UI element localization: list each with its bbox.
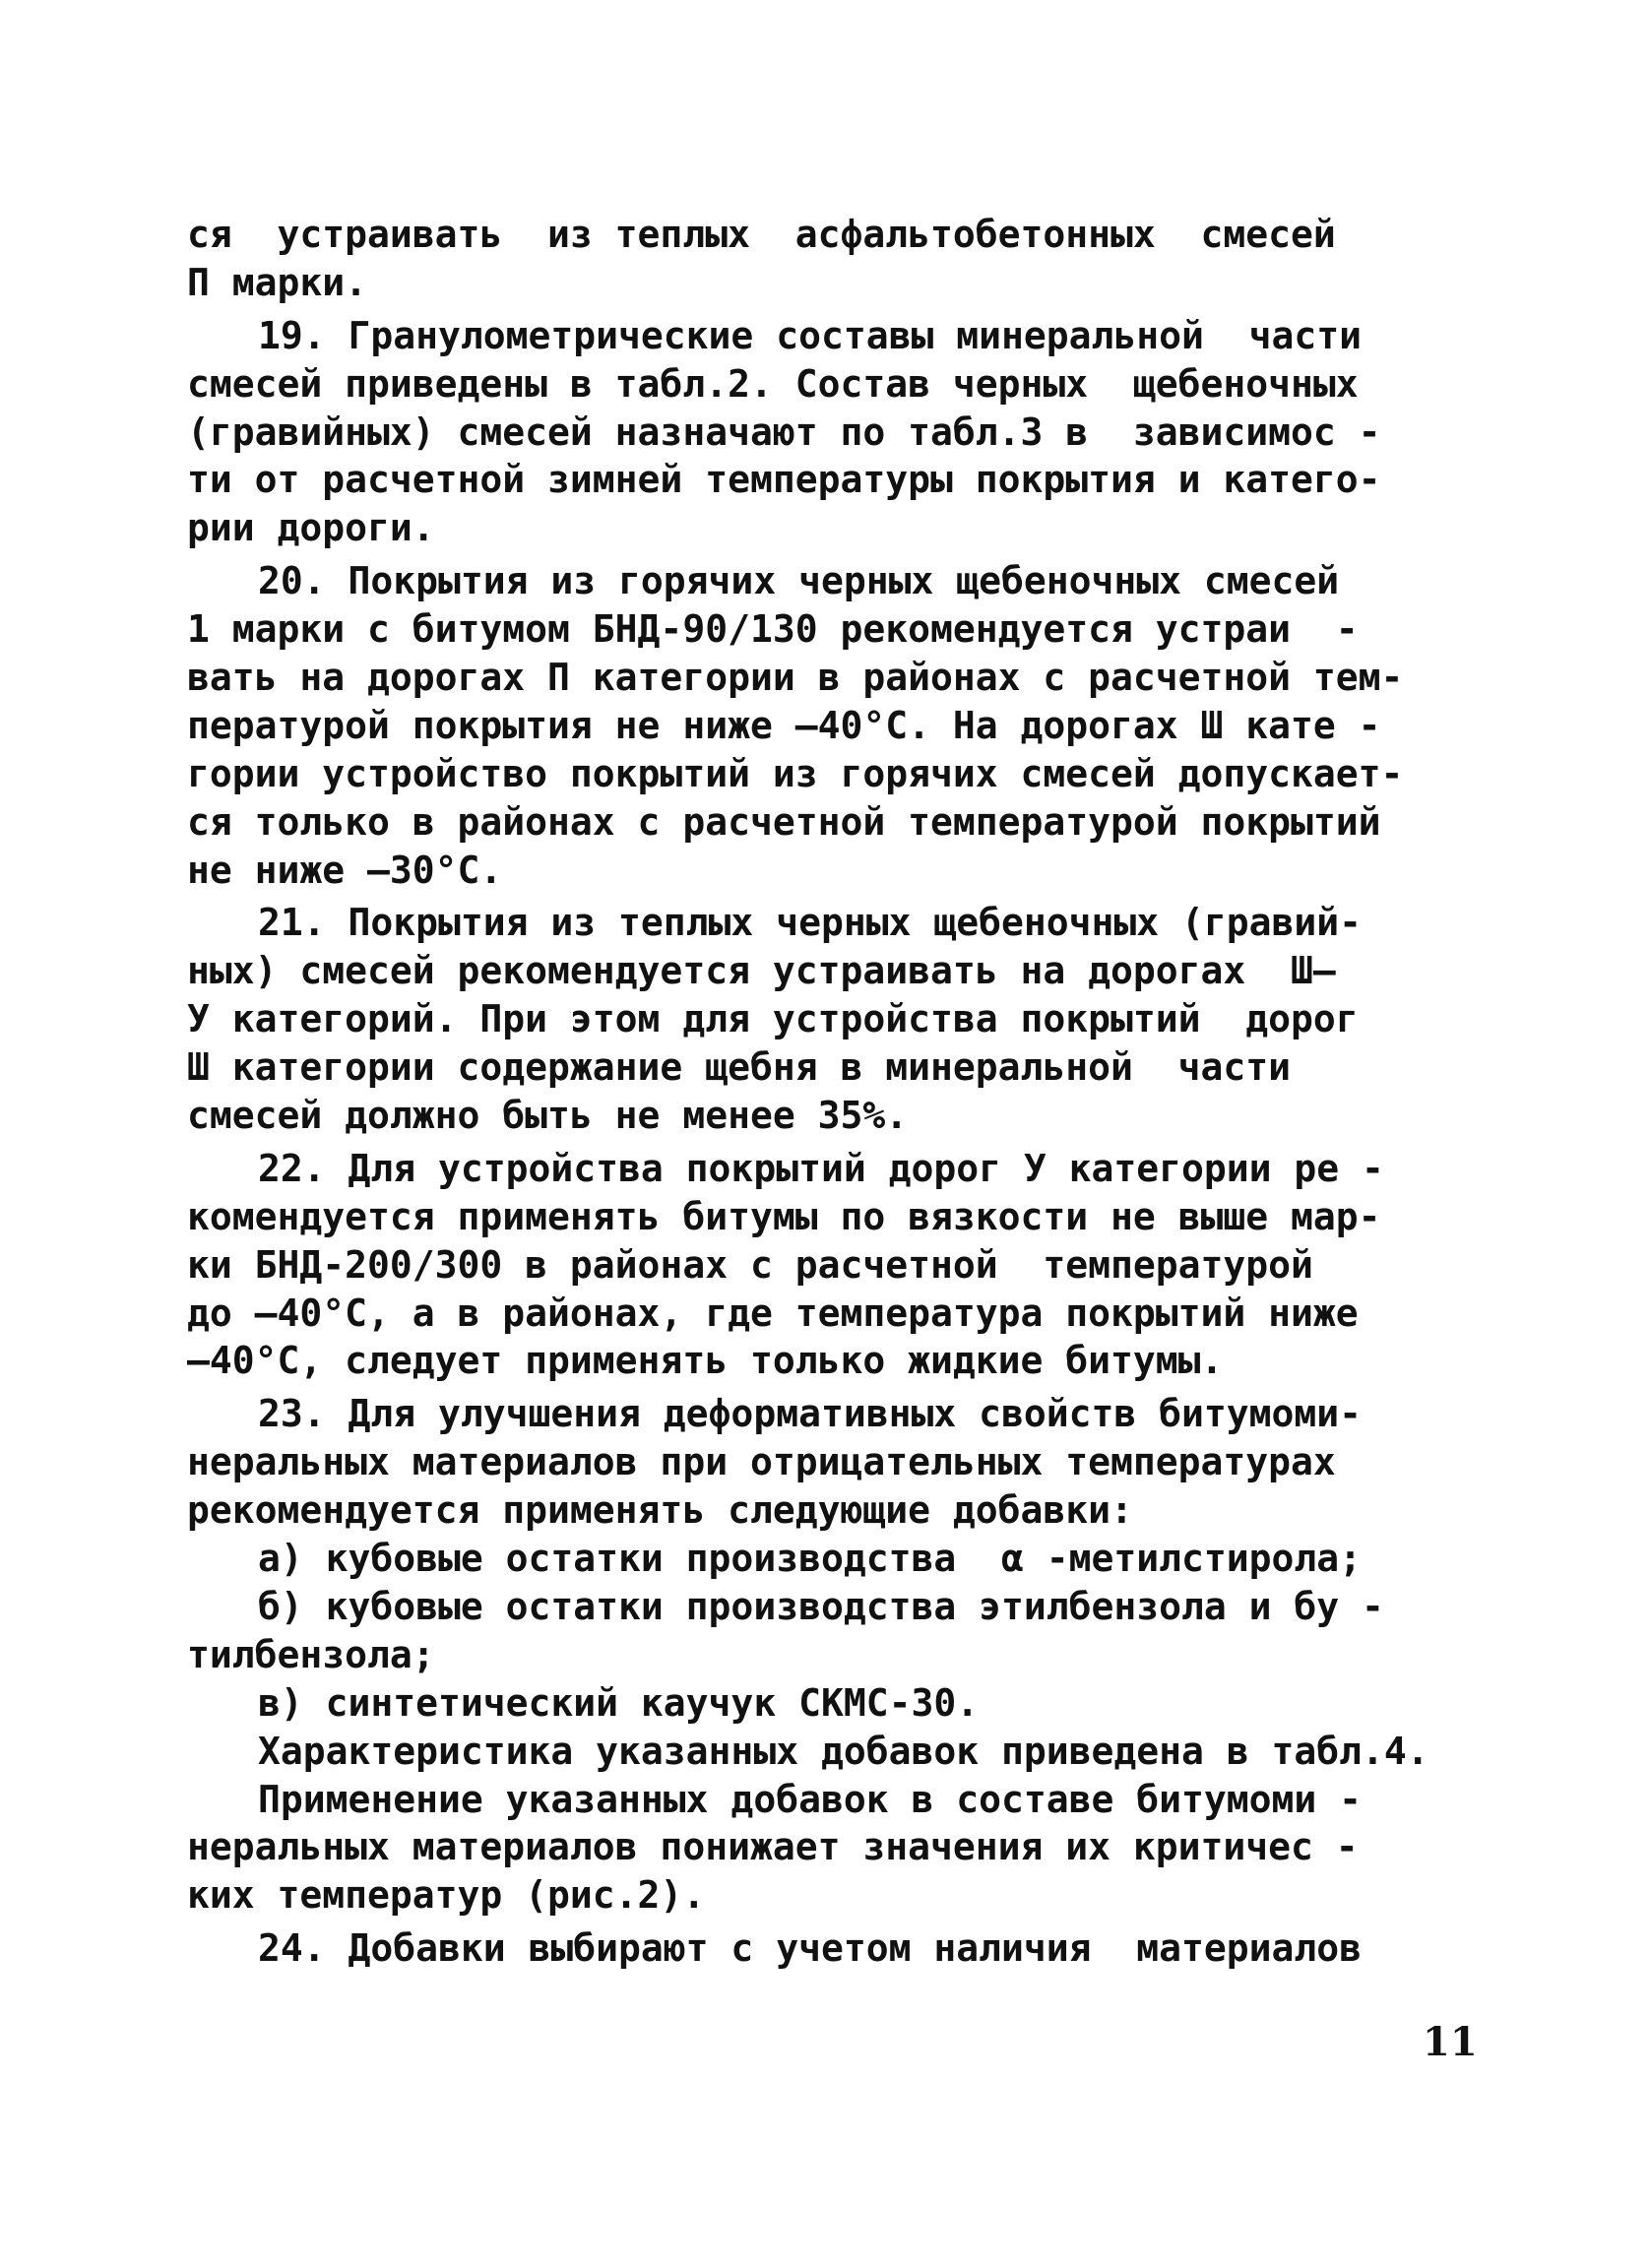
text-line: Ш категории содержание щебня в минеральной части xyxy=(187,1045,1292,1090)
text-line: –40°С, следует применять только жидкие битумы. xyxy=(187,1339,1224,1383)
paragraph-21-start: 21. Покрытия из теплых черных щебеночных (гравий- xyxy=(258,901,1363,945)
list-item-b: б) кубовые остатки производства этилбензола и бу - xyxy=(258,1584,1384,1628)
text-line: не ниже –30°С. xyxy=(187,848,503,892)
paragraph-23-start: 23. Для улучшения деформативных свойств битумоми- xyxy=(258,1392,1363,1436)
paragraph-22-start: 22. Для устройства покрытий дорог У категории ре - xyxy=(258,1146,1384,1190)
text-line: тилбензола; xyxy=(187,1632,435,1676)
text-line: вать на дорогах П категории в районах с расчетной тем- xyxy=(187,656,1404,700)
text-line: рекомендуется применять следующие добавки: xyxy=(187,1488,1133,1533)
text-line: пературой покрытия не ниже –40°С. На дорогах Ш кате - xyxy=(187,703,1381,747)
text-line: гории устройство покрытий из горячих смесей допускает- xyxy=(187,751,1404,795)
text-line: комендуется применять битумы по вязкости не выше мар- xyxy=(187,1194,1381,1238)
text-line: У категорий. При этом для устройства покрытий дорог xyxy=(187,997,1359,1041)
text-line: (гравийных) смесей назначают по табл.3 в зависимос - xyxy=(187,410,1381,454)
text-line: неральных материалов понижает значения их критичес - xyxy=(187,1825,1359,1869)
text-line: ких температур (рис.2). xyxy=(187,1873,706,1918)
text-line: П марки. xyxy=(187,260,368,304)
text-line: неральных материалов при отрицательных температурах xyxy=(187,1440,1336,1484)
text-line: Характеристика указанных добавок приведена в табл.4. xyxy=(258,1729,1429,1773)
text-line: рии дороги. xyxy=(187,506,435,550)
paragraph-20-start: 20. Покрытия из горячих черных щебеночных смесей xyxy=(258,559,1340,603)
paragraph-19-start: 19. Гранулометрические составы минеральной части xyxy=(258,313,1363,357)
text-line: ся только в районах с расчетной температурой покрытий xyxy=(187,799,1381,844)
list-item-a: а) кубовые остатки производства α -метилстирола; xyxy=(258,1537,1363,1581)
text-line: смесей должно быть не менее 35%. xyxy=(187,1094,909,1138)
body-text xyxy=(187,211,1477,1973)
text-line: 1 марки с битумом БНД-90/130 рекомендуется устраи - xyxy=(187,607,1359,652)
text-line: Применение указанных добавок в составе битумоми - xyxy=(258,1777,1363,1821)
text-line: ных) смесей рекомендуется устраивать на дорогах Ш– xyxy=(187,949,1336,993)
page-number: 11 xyxy=(1423,2019,1478,2065)
text-line: до –40°С, а в районах, где температура покрытий ниже xyxy=(187,1291,1359,1335)
text-line: ся устраивать из теплых асфальтобетонных смесей xyxy=(187,213,1336,256)
text-line: ти от расчетной зимней температуры покрытия и катего- xyxy=(187,458,1381,502)
paragraph-24-start: 24. Добавки выбирают с учетом наличия материалов xyxy=(258,1926,1363,1971)
list-item-c: в) синтетический каучук СКМС-30. xyxy=(258,1680,980,1725)
text-line: ки БНД-200/300 в районах с расчетной температурой xyxy=(187,1242,1313,1287)
text-line: смесей приведены в табл.2. Состав черных щебеночных xyxy=(187,361,1359,406)
